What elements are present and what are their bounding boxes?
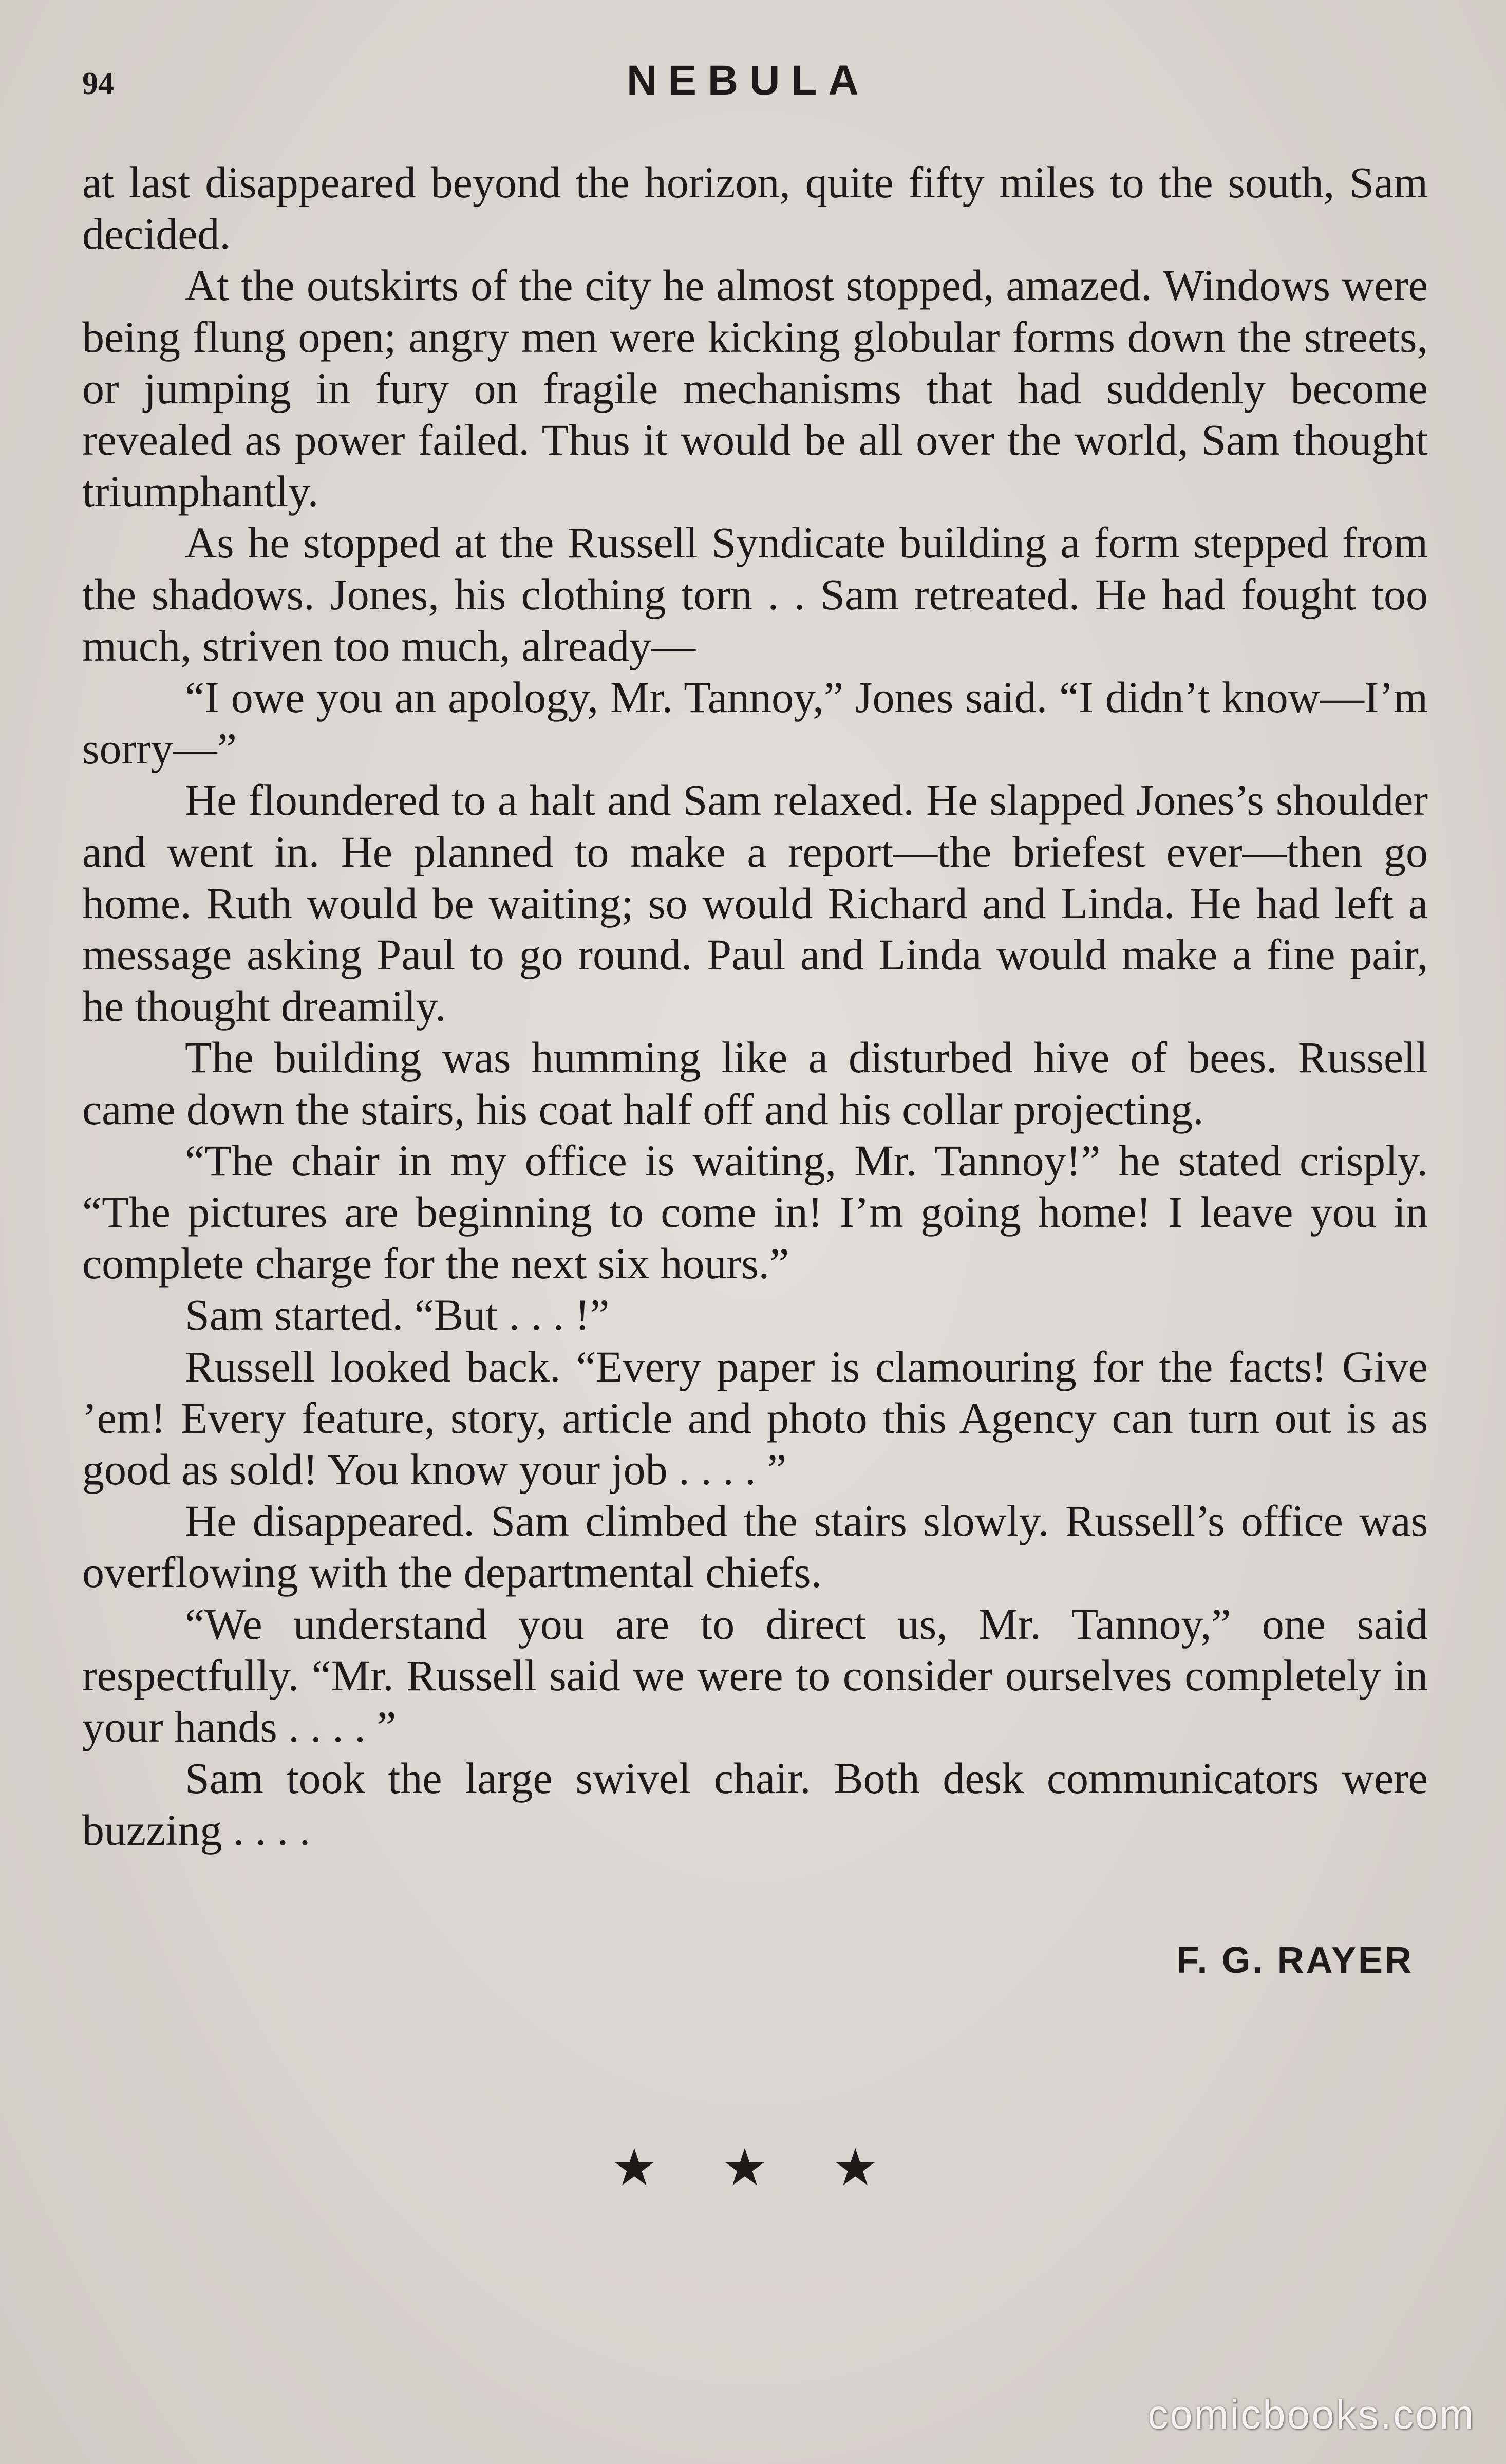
paragraph: at last disappeared beyond the horizon, quite fifty miles to the south, Sam decided. xyxy=(82,158,1428,259)
magazine-title: NEBULA xyxy=(627,57,870,104)
paragraph: Sam started. “But . . . !” xyxy=(185,1290,610,1340)
star-icon: ★ xyxy=(722,2139,768,2196)
star-icon: ★ xyxy=(832,2139,878,2196)
paragraph: “We understand you are to direct us, Mr. Tannoy,” one said respectfully. “Mr. Russell said we were to consider ourselves completely in your hands . . . . ” xyxy=(82,1599,1428,1752)
paragraph: At the outskirts of the city he almost stopped, amazed. Windows were being flung open; angry men were kicking globular forms down the streets, or jumping in fury on fragile mechanisms that had suddenly become revealed as power failed. Thus it would be all over the world, Sam thought triumphantly. xyxy=(82,260,1428,516)
paragraph: The building was humming like a disturbed hive of bees. Russell came down the stairs, his coat half off and his collar projecting. xyxy=(82,1033,1428,1134)
paragraph: He disappeared. Sam climbed the stairs slowly. Russell’s office was overflowing with the departmental chiefs. xyxy=(82,1496,1428,1597)
star-icon: ★ xyxy=(611,2139,657,2196)
paragraph: He floundered to a halt and Sam relaxed. He slapped Jones’s shoulder and went in. He planned to make a report—the briefest ever—then go home. Ruth would be waiting; so would Richard and Linda. He had left a message asking Paul to go round. Paul and Linda would make a fine pair, he thought dreamily. xyxy=(82,775,1428,1031)
paragraph: “The chair in my office is waiting, Mr. Tannoy!” he stated crisply. “The pictures are beginning to come in! I’m going home! I leave you in complete charge for the next six hours.” xyxy=(82,1135,1428,1289)
paragraph: Sam took the large swivel chair. Both desk communicators were buzzing . . . . xyxy=(82,1753,1428,1855)
section-ornament xyxy=(611,2139,878,2196)
paragraph: As he stopped at the Russell Syndicate building a form stepped from the shadows. Jones, his clothing torn . . Sam retreated. He had fought too much, striven too much, already— xyxy=(82,518,1428,670)
paragraph: Russell looked back. “Every paper is clamouring for the facts! Give ’em! Every feature, story, article and photo this Agency can turn out is as good as sold! You know your job . . . . ” xyxy=(82,1341,1428,1495)
page-header xyxy=(82,57,1428,108)
page-number: 94 xyxy=(82,66,114,101)
author-byline: F. G. RAYER xyxy=(1176,1940,1414,1981)
story-text xyxy=(82,157,1428,1856)
source-watermark: comicbooks.com xyxy=(1147,2392,1475,2437)
paragraph: “I owe you an apology, Mr. Tannoy,” Jones said. “I didn’t know—I’m sorry—” xyxy=(82,673,1428,774)
